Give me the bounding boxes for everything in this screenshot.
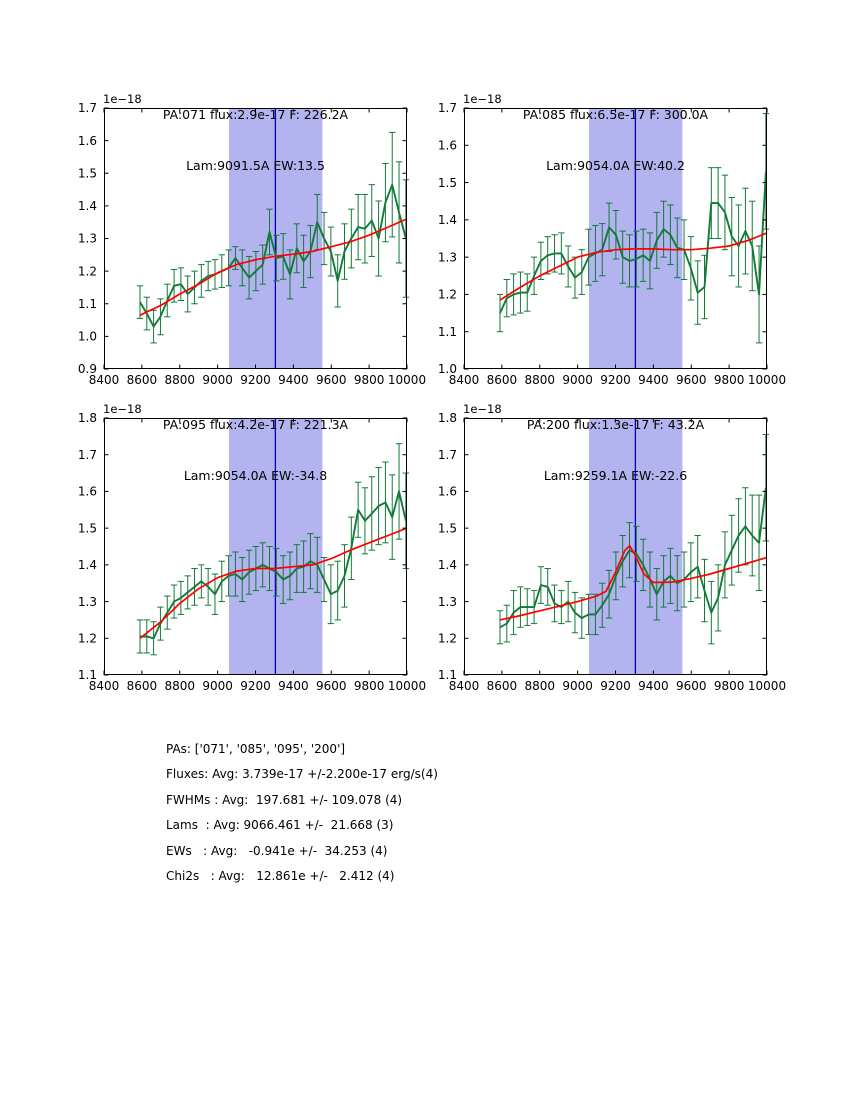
x-tick-label: 10000 <box>747 679 787 693</box>
y-tick-label: 1.8 <box>77 411 97 426</box>
x-tick-label: 9200 <box>600 679 631 693</box>
y-tick-label: 1.7 <box>437 447 457 462</box>
subplot-2-title-line2: Lam:9054.0A EW:40.2 <box>546 158 685 173</box>
y-tick-label: 1.7 <box>77 101 97 116</box>
x-tick-label: 10000 <box>387 679 427 693</box>
y-tick-label: 1.4 <box>77 558 97 573</box>
x-tick-label: 9800 <box>713 373 745 387</box>
summary-fluxes: Fluxes: Avg: 3.739e-17 +/-2.200e-17 erg/s(4) <box>166 767 438 782</box>
y-tick-label: 1.1 <box>77 296 97 311</box>
y-tick-label: 1.1 <box>437 324 457 339</box>
subplot-1-title-line2: Lam:9091.5A EW:13.5 <box>186 158 325 173</box>
y-tick-label: 1.5 <box>437 175 457 190</box>
y-tick-label: 1.1 <box>437 668 457 683</box>
subplot-4-title-line1: PA:200 flux:1.3e-17 F: 43.2A <box>526 417 705 432</box>
subplot-2-title <box>464 72 767 208</box>
x-tick-label: 10000 <box>387 373 427 387</box>
x-tick-label: 9400 <box>638 373 669 387</box>
x-tick-label: 9200 <box>600 373 631 387</box>
y-tick-label: 1.4 <box>437 213 457 228</box>
summary-ews: EWs : Avg: -0.941e +/- 34.253 (4) <box>166 843 388 858</box>
x-tick-label: 8600 <box>486 679 518 693</box>
y-tick-label: 1.7 <box>437 101 457 116</box>
x-tick-label: 9000 <box>562 373 593 387</box>
y-tick-label: 1.3 <box>437 250 457 265</box>
y-tick-label: 1.0 <box>437 362 457 377</box>
x-tick-label: 9200 <box>240 373 271 387</box>
y-tick-label: 1.6 <box>437 484 457 499</box>
x-tick-label: 9400 <box>638 679 669 693</box>
subplot-1-offset-label: 1e−18 <box>103 92 142 106</box>
subplot-1-title <box>104 72 407 208</box>
y-tick-label: 1.2 <box>437 631 457 646</box>
x-tick-label: 8800 <box>524 373 556 387</box>
x-tick-label: 8400 <box>88 679 120 693</box>
subplot-4-title-line2: Lam:9259.1A EW:-22.6 <box>543 468 688 483</box>
subplot-2-title-line1: PA:085 flux:6.5e-17 F: 300.0A <box>522 107 709 122</box>
y-tick-label: 1.5 <box>437 521 457 536</box>
x-tick-label: 8400 <box>88 373 120 387</box>
y-tick-label: 1.7 <box>77 447 97 462</box>
subplot-4-offset-label: 1e−18 <box>463 402 502 416</box>
y-tick-label: 1.4 <box>77 199 97 214</box>
y-tick-label: 1.5 <box>77 521 97 536</box>
x-tick-label: 10000 <box>747 373 787 387</box>
x-tick-label: 8800 <box>164 679 196 693</box>
x-tick-label: 8400 <box>448 373 480 387</box>
x-tick-label: 9800 <box>353 679 385 693</box>
x-tick-label: 8600 <box>126 679 158 693</box>
x-tick-label: 8600 <box>126 373 158 387</box>
y-tick-label: 1.3 <box>77 231 97 246</box>
subplot-4-title <box>464 382 767 518</box>
x-tick-label: 9600 <box>675 679 707 693</box>
y-tick-label: 1.6 <box>77 484 97 499</box>
summary-lams: Lams : Avg: 9066.461 +/- 21.668 (3) <box>166 818 394 833</box>
x-tick-label: 8400 <box>448 679 480 693</box>
subplot-1-title-line1: PA:071 flux:2.9e-17 F: 226.2A <box>162 107 349 122</box>
x-tick-label: 9800 <box>353 373 385 387</box>
subplot-3-offset-label: 1e−18 <box>103 402 142 416</box>
y-tick-label: 1.4 <box>437 558 457 573</box>
summary-pas: PAs: ['071', '085', '095', '200'] <box>166 742 346 756</box>
y-tick-label: 1.2 <box>77 264 97 279</box>
x-tick-label: 8800 <box>524 679 556 693</box>
y-tick-label: 1.3 <box>77 594 97 609</box>
y-tick-label: 1.8 <box>437 411 457 426</box>
y-tick-label: 1.2 <box>77 631 97 646</box>
x-tick-label: 9000 <box>562 679 593 693</box>
x-tick-label: 9000 <box>202 679 233 693</box>
x-tick-label: 9400 <box>278 373 309 387</box>
y-tick-label: 1.5 <box>77 166 97 181</box>
summary-block <box>166 737 438 889</box>
y-tick-label: 1.0 <box>77 329 97 344</box>
x-tick-label: 9600 <box>675 373 707 387</box>
summary-chi2s: Chi2s : Avg: 12.861e +/- 2.412 (4) <box>166 869 395 884</box>
summary-fwhms: FWHMs : Avg: 197.681 +/- 109.078 (4) <box>166 792 403 807</box>
x-tick-label: 9800 <box>713 679 745 693</box>
y-tick-label: 0.9 <box>77 362 97 377</box>
y-tick-label: 1.6 <box>437 138 457 153</box>
y-tick-label: 1.3 <box>437 594 457 609</box>
x-tick-label: 8600 <box>486 373 518 387</box>
x-tick-label: 9200 <box>240 679 271 693</box>
subplot-3-title-line1: PA:095 flux:4.2e-17 F: 221.3A <box>162 417 349 432</box>
subplot-3-title-line2: Lam:9054.0A EW:-34.8 <box>183 468 328 483</box>
subplot-2-offset-label: 1e−18 <box>463 92 502 106</box>
x-tick-label: 9600 <box>315 679 347 693</box>
subplot-3-title <box>104 382 407 518</box>
x-tick-label: 8800 <box>164 373 196 387</box>
y-tick-label: 1.2 <box>437 287 457 302</box>
x-tick-label: 9400 <box>278 679 309 693</box>
y-tick-label: 1.6 <box>77 133 97 148</box>
y-tick-label: 1.1 <box>77 668 97 683</box>
x-tick-label: 9600 <box>315 373 347 387</box>
x-tick-label: 9000 <box>202 373 233 387</box>
